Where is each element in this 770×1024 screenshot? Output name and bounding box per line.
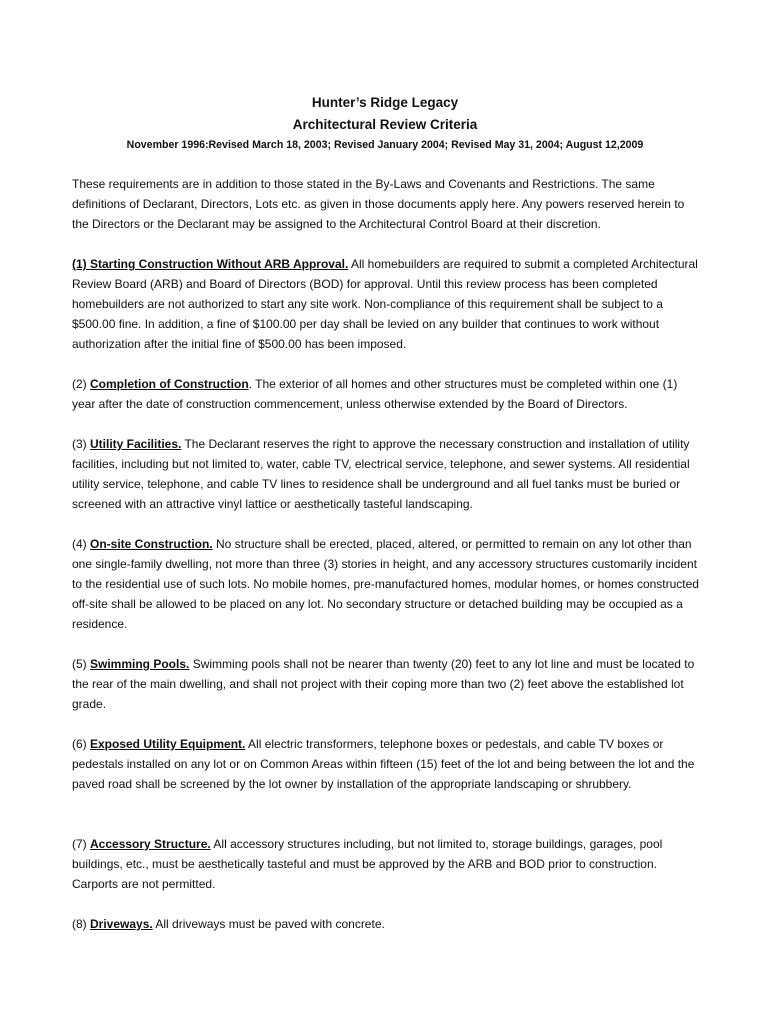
section-heading: Exposed Utility Equipment. (90, 737, 246, 751)
section-heading: Driveways. (90, 917, 153, 931)
section-prefix: (5) (72, 657, 90, 671)
section-8-paragraph (72, 914, 700, 934)
section-text: Swimming pools shall not be nearer than twenty (20) feet to any lot line and must be located to the rear of the main dwelling, and shall not project with their coping more than two (2) feet above the established lot grade. (72, 657, 695, 711)
section-text: No structure shall be erected, placed, altered, or permitted to remain on any lot other than one single-family dwelling, not more than three (3) stories in height, and any accessory structures customarily incident to the residential use of such lots. No mobile homes, pre-manufactured homes, modular homes, or homes constructed off-site shall be allowed to be placed on any lot. No secondary structure or detached building may be occupied as a residence. (72, 537, 699, 631)
section-text: All driveways must be paved with concrete. (152, 917, 385, 931)
revision-dates: November 1996:Revised March 18, 2003; Revised January 2004; Revised May 31, 2004; August 12,2009 (126, 139, 644, 151)
document-title: Hunter’s Ridge Legacy (311, 95, 459, 110)
section-5-paragraph (72, 654, 700, 714)
section-7-paragraph (72, 834, 700, 894)
section-text: All accessory structures including, but not limited to, storage buildings, garages, pool buildings, etc., must be aesthetically tasteful and must be approved by the ARB and BOD prior to construction. Carports are not permitted. (72, 837, 663, 891)
section-text: . The exterior of all homes and other structures must be completed within one (1) year after the date of construction commencement, unless otherwise extended by the Board of Directors. (72, 377, 678, 411)
section-prefix: (3) (72, 437, 90, 451)
section-heading: On-site Construction. (90, 537, 213, 551)
section-text: All electric transformers, telephone boxes or pedestals, and cable TV boxes or pedestals installed on any lot or on Common Areas within fifteen (15) feet of the lot and being between the lot and the paved road shall be screened by the lot owner by installation of the appropriate landscaping or shrubbery. (72, 737, 695, 791)
section-4-paragraph (72, 534, 700, 634)
section-text: The Declarant reserves the right to approve the necessary construction and installation of utility facilities, including but not limited to, water, cable TV, electrical service, telephone, and sewer systems. All residential utility service, telephone, and cable TV lines to residence shall be underground and all fuel tanks must be buried or screened with an attractive vinyl lattice or aesthetically tasteful landscaping. (72, 437, 690, 511)
section-6-paragraph (72, 734, 700, 794)
section-prefix: (4) (72, 537, 90, 551)
section-prefix: (6) (72, 737, 90, 751)
section-3-paragraph (72, 434, 700, 514)
section-text: All homebuilders are required to submit a completed Architectural Review Board (ARB) and Board of Directors (BOD) for approval. Until this review process has been completed homebuilders are not authorized to start any site work. Non-compliance of this requirement shall be subject to a $500.00 fine. In addition, a fine of $100.00 per day shall be levied on any builder that continues to work without authorization after the initial fine of $500.00 has been imposed. (72, 257, 698, 351)
section-prefix: (8) (72, 917, 90, 931)
document-subtitle: Architectural Review Criteria (292, 117, 478, 132)
section-heading: Completion of Construction (90, 377, 249, 391)
section-heading: (1) Starting Construction Without ARB Approval. (72, 257, 349, 271)
section-heading: Swimming Pools. (90, 657, 190, 671)
section-heading: Accessory Structure. (90, 837, 211, 851)
section-1-paragraph (72, 254, 700, 354)
section-prefix: (7) (72, 837, 90, 851)
section-prefix: (2) (72, 377, 90, 391)
section-heading: Utility Facilities. (90, 437, 182, 451)
intro-paragraph: These requirements are in addition to those stated in the By-Laws and Covenants and Restrictions. The same definitions of Declarant, Directors, Lots etc. as given in those documents apply here. Any powers reserved herein to the Directors or the Declarant may be assigned to the Architectural Control Board at their discretion. (72, 177, 685, 231)
section-2-paragraph (72, 374, 700, 414)
